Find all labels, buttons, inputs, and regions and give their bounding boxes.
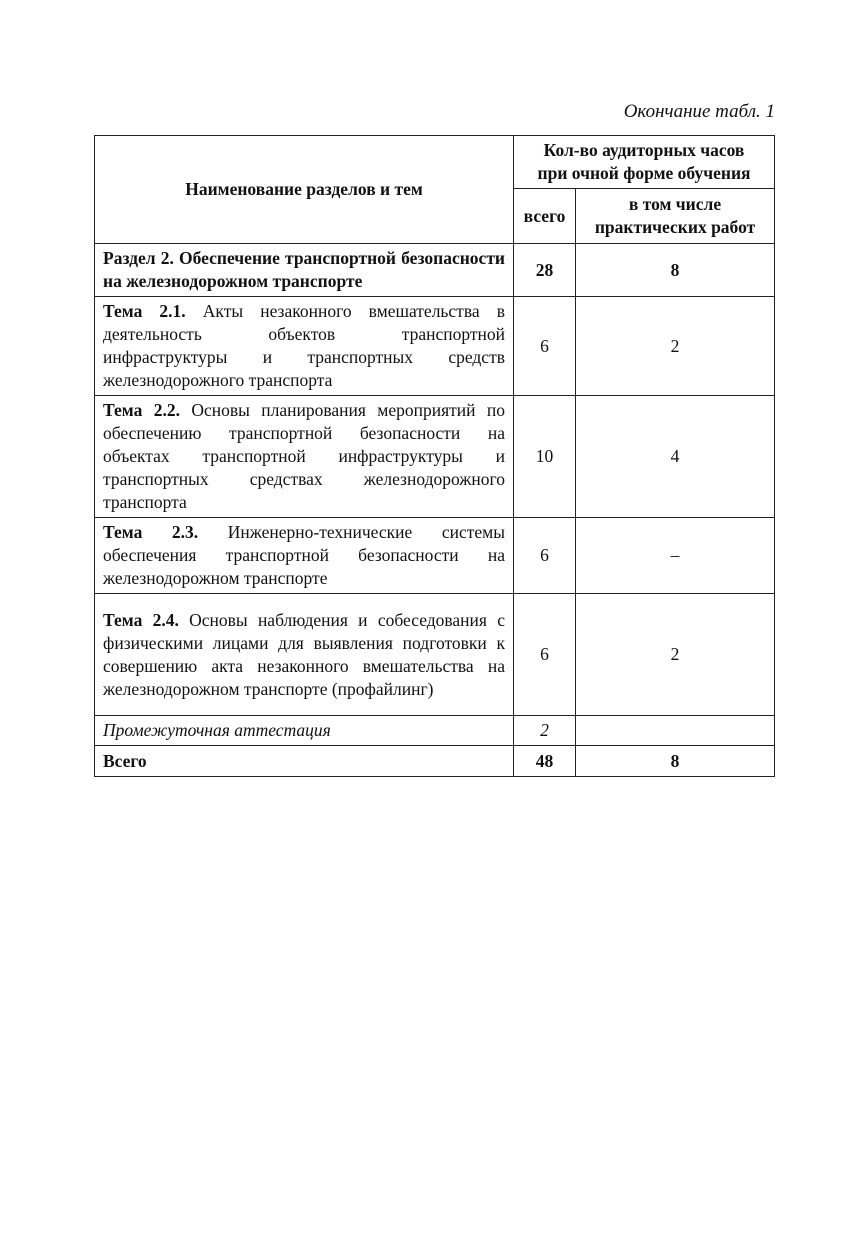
table-row xyxy=(95,396,775,518)
cell-total: 28 xyxy=(514,244,576,297)
cell-total: 6 xyxy=(514,297,576,396)
table-row xyxy=(95,746,775,777)
topic-label: Тема 2.4. xyxy=(103,609,179,630)
header-name: Наименование разделов и тем xyxy=(95,136,514,244)
cell-practical: – xyxy=(576,518,775,594)
topic-label: Тема 2.1. xyxy=(103,301,186,321)
topic-cell xyxy=(95,518,514,594)
cell-practical: 8 xyxy=(576,746,775,777)
cell-total: 48 xyxy=(514,746,576,777)
cell-practical xyxy=(576,716,775,746)
topic-cell xyxy=(95,297,514,396)
cell-practical: 4 xyxy=(576,396,775,518)
cell-total: 10 xyxy=(514,396,576,518)
cell-total: 6 xyxy=(514,518,576,594)
section-title: Раздел 2. Обеспечение транспортной безопасности на железнодорожном транспорте xyxy=(95,244,514,297)
header-hours-group: Кол-во аудиторных часов при очной форме обучения xyxy=(514,136,775,189)
topic-cell xyxy=(95,594,514,716)
topic-label: Тема 2.2. xyxy=(103,400,180,420)
cell-total: 6 xyxy=(514,594,576,716)
hours-table xyxy=(94,135,775,777)
header-practical: в том числе практических работ xyxy=(576,189,775,244)
cell-practical: 2 xyxy=(576,594,775,716)
topic-text: Основы планирования мероприятий по обеспечению транспортной безопасности на объектах транспортной инфраструктуры и транспортных средствах железнодорожного транспорта xyxy=(103,400,505,512)
topic-text: Акты незаконного вмешательства в деятельность объектов транспортной инфраструктуры и транспортных средств железнодорожного транспорта xyxy=(103,301,505,390)
cell-practical: 2 xyxy=(576,297,775,396)
topic-label: Тема 2.3. xyxy=(103,522,199,542)
cell-total: 2 xyxy=(514,716,576,746)
topic-cell xyxy=(95,396,514,518)
table-row xyxy=(95,518,775,594)
attestation-label: Промежуточная аттестация xyxy=(95,716,514,746)
table-row xyxy=(95,297,775,396)
cell-practical: 8 xyxy=(576,244,775,297)
header-total: всего xyxy=(514,189,576,244)
topic-text: Основы наблюдения и собеседования с физическими лицами для выявления подготовки к совершению акта незаконного вмешательства на железнодорожном транспорте (профайлинг) xyxy=(103,609,506,699)
table-caption: Окончание табл. 1 xyxy=(623,101,775,122)
table-row xyxy=(95,244,775,297)
topic-text: Инженерно-технические системы обеспечения транспортной безопасности на железнодорожном транспорте xyxy=(103,522,505,588)
table-row xyxy=(95,716,775,746)
total-label: Всего xyxy=(95,746,514,777)
table-row xyxy=(95,594,775,716)
